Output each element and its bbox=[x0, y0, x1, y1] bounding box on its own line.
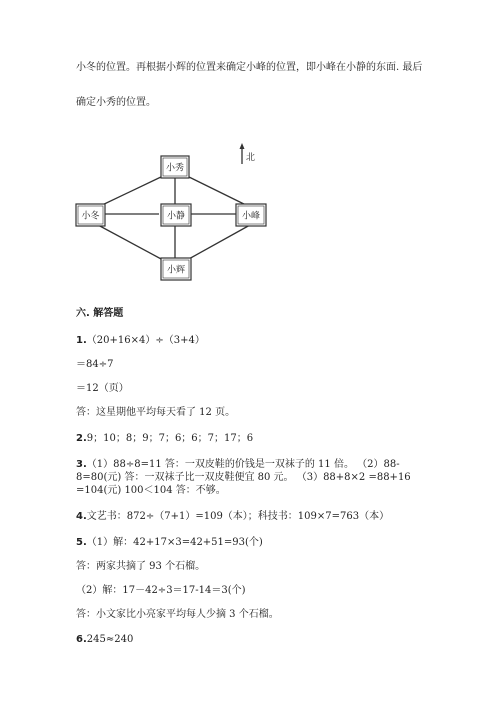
q1-line-1 bbox=[76, 335, 205, 347]
q4-line bbox=[76, 511, 389, 523]
node-jing-label: 小静 bbox=[166, 211, 186, 222]
edge-hui-feng bbox=[187, 225, 250, 260]
q3-line-3: =104(元) 100＜104 答：不够。 bbox=[76, 485, 226, 496]
q6-line bbox=[76, 634, 133, 646]
edge-dong-hui bbox=[98, 225, 163, 260]
edge-xiu-feng bbox=[187, 176, 250, 207]
q2-line bbox=[76, 433, 253, 445]
q2-text: 9；10；8；9；7；6；6；7；17；6 bbox=[86, 433, 254, 444]
node-feng-label: 小峰 bbox=[241, 211, 261, 222]
q5-number: 5. bbox=[76, 537, 87, 548]
north-label: 北 bbox=[246, 153, 256, 163]
q6-number: 6. bbox=[76, 634, 87, 645]
q1-number: 1. bbox=[76, 335, 87, 346]
q1-line-4: 答：这星期他平均每天看了 12 页。 bbox=[76, 407, 236, 418]
q3-text-1: （1）88÷8=11 答：一双皮鞋的价钱是一双袜子的 11 倍。 （2）88- bbox=[86, 459, 400, 470]
q1-text-1: （20+16×4）÷（3+4） bbox=[86, 335, 205, 346]
node-feng bbox=[236, 204, 266, 226]
q1-line-3: ＝12（页） bbox=[76, 383, 129, 394]
q1-line-2: ＝84÷7 bbox=[76, 359, 114, 370]
q5-line-4: 答：小文家比小亮家平均每人少摘 3 个石榴。 bbox=[76, 609, 279, 620]
q3-number: 3. bbox=[76, 459, 87, 470]
q6-text: 245≈240 bbox=[86, 634, 134, 645]
north-arrow bbox=[240, 143, 256, 164]
node-hui bbox=[161, 258, 191, 280]
intro-line-2: 确定小秀的位置。 bbox=[76, 97, 156, 108]
q5-line-3: （2）解：17－42÷3＝17-14＝3(个) bbox=[76, 585, 246, 596]
q5-line-1 bbox=[76, 537, 263, 549]
node-dong-label: 小冬 bbox=[81, 211, 100, 222]
node-xiu bbox=[161, 156, 189, 178]
q3-line-1 bbox=[76, 459, 400, 471]
q2-number: 2. bbox=[76, 433, 87, 444]
node-dong bbox=[76, 204, 105, 226]
q4-number: 4. bbox=[76, 511, 87, 522]
node-hui-label: 小辉 bbox=[166, 265, 186, 276]
north-arrow-head bbox=[240, 143, 245, 149]
node-jing bbox=[161, 204, 191, 226]
q4-text: 文艺书：872÷（7+1）=109（本）；科技书：109×7=763（本） bbox=[86, 511, 390, 522]
node-xiu-label: 小秀 bbox=[165, 163, 185, 174]
intro-line-1: 小冬的位置。再根据小辉的位置来确定小峰的位置，即小峰在小静的东面. 最后 bbox=[76, 62, 423, 73]
section-title: 六. 解答题 bbox=[76, 308, 124, 319]
q5-text-1: （1）解：42+17×3=42+51=93(个) bbox=[86, 537, 263, 548]
q5-line-2: 答：两家共摘了 93 个石榴。 bbox=[76, 561, 206, 572]
edge-dong-xiu bbox=[98, 176, 163, 207]
position-diagram bbox=[0, 0, 500, 300]
q3-line-2: 8=80(元) 答：一双袜子比一双皮鞋便宜 80 元。 （3）88+8×2 =88+16 bbox=[76, 472, 411, 483]
